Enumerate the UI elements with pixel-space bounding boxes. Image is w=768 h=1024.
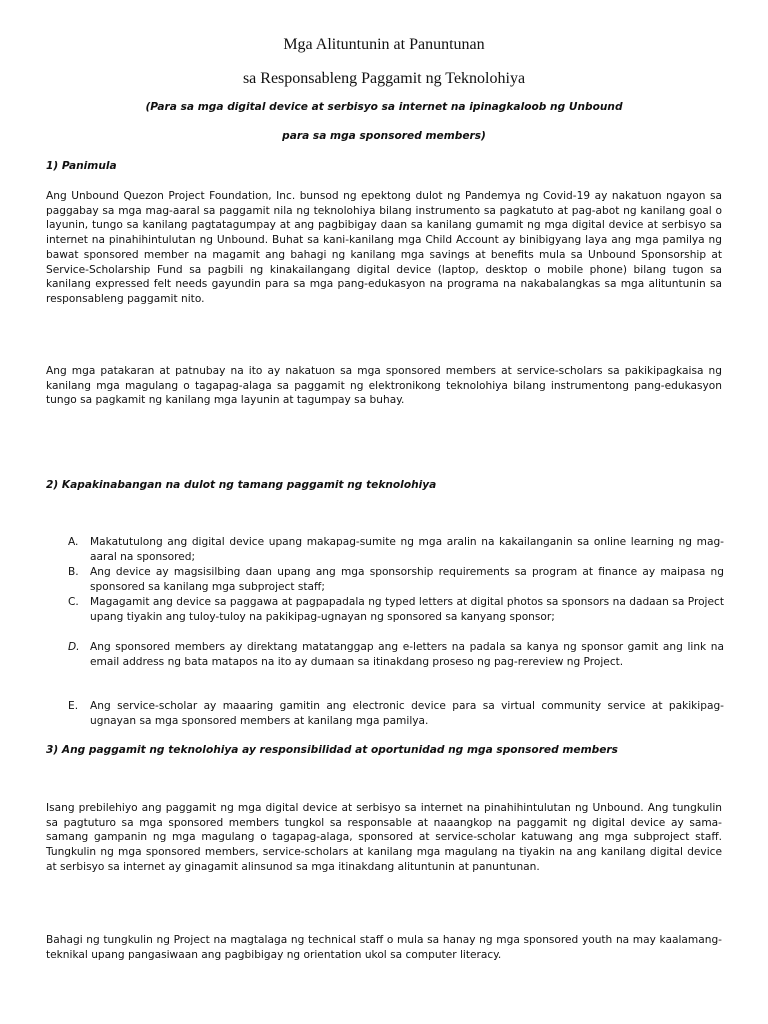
section-heading-responsibilidad: 3) Ang paggamit ng teknolohiya ay responsibilidad at oportunidad ng mga sponsored members [46, 744, 618, 756]
paragraph: Bahagi ng tungkulin ng Project na magtalaga ng technical staff o mula sa hanay ng mga sponsored youth na may kaalamang-teknikal upang pangasiwaan ang pagbibigay ng orientation ukol sa computer literacy. [46, 934, 722, 961]
list-item [68, 699, 724, 728]
paragraph: Ang mga patakaran at patnubay na ito ay nakatuon sa mga sponsored members at service-scholars sa pakikipagkaisa ng kanilang mga magulang o tagapag-alaga sa paggamit ng elektronikong teknolohiya bilang instrumentong pang-edukasyon tungo sa pagkamit ng kanilang mga layunin at tagumpay sa buhay. [46, 365, 722, 407]
list-item [68, 595, 724, 624]
list-item [68, 565, 724, 594]
document-title: Mga Alituntunin at Panuntunan [283, 36, 485, 53]
list-marker: E. [68, 700, 79, 712]
section-heading-kapakinabangan: 2) Kapakinabangan na dulot ng tamang paggamit ng teknolohiya [46, 479, 437, 491]
paragraph: Ang Unbound Quezon Project Foundation, Inc. bunsod ng epektong dulot ng Pandemya ng Covid-19 ay nakatuon ngayon sa paggabay sa mga mag-aaral sa paggamit nila ng teknolohiya bilang instrumento sa pagkatuto at pag-abot ng kanilang goal o layunin, tungo sa kanilang pagtatagumpay at ang pagbibigay daan sa kanilang gumamit ng mga digital device at serbisyo sa internet na pinahihintulutan ng Unbound. Buhat sa kani-kanilang mga Child Account ay binibigyang laya ang mga pamilya ng bawat sponsored member na magamit ang bahagi ng kanilang mga savings at benefits mula sa Unbound Sponsorship at Service-Scholarship Fund sa pagbili ng kinakailangang digital device (laptop, desktop o mobile phone) bilang tugon sa kanilang expressed felt needs gayundin para sa mga pang-edukasyon na programa na nakabalangkas sa mga alituntunin sa responsableng paggamit nito. [46, 190, 722, 305]
document-subtitle: (Para sa mga digital device at serbisyo sa internet na ipinagkaloob ng Unbound [145, 101, 623, 113]
list-item-text: Magagamit ang device sa paggawa at pagpapadala ng typed letters at digital photos sa sponsors na dadaan sa Project upang tiyakin ang tuloy-tuloy na pakikipag-ugnayan ng sponsored sa kanyang sponsor; [90, 596, 724, 623]
list-marker: B. [68, 566, 79, 578]
list-item-text: Ang sponsored members ay direktang matatanggap ang e-letters na padala sa kanya ng sponsor gamit ang link na email address ng bata matapos na ito ay dumaan sa itinakdang proseso ng pag-rereview ng Project. [90, 641, 724, 668]
list-item-text: Makatutulong ang digital device upang makapag-sumite ng mga aralin na kakailanganin sa online learning ng mag-aaral na sponsored; [90, 536, 724, 563]
document-title-line2: sa Responsableng Paggamit ng Teknolohiya [242, 70, 526, 87]
list-marker: C. [68, 596, 79, 608]
document-subtitle-line2: para sa mga sponsored members) [282, 130, 486, 142]
section-heading-panimula: 1) Panimula [46, 160, 117, 172]
list-marker: D. [68, 641, 80, 653]
list-item [68, 640, 724, 669]
paragraph: Isang prebilehiyo ang paggamit ng mga digital device at serbisyo sa internet na pinahihintulutan ng Unbound. Ang tungkulin sa pagtuturo sa mga sponsored members tungkol sa responsable at naaangkop na paggamit ng digital device ay sama-samang gampanin ng mga magulang o tagapag-alaga, sponsored at service-scholar katuwang ang mga subproject staff. Tungkulin ng mga sponsored members, service-scholars at kanilang mga magulang na tiyakin na ang kanilang digital device at serbisyo sa internet ay ginagamit alinsunod sa mga itinakdang alituntunin at panuntunan. [46, 802, 722, 873]
list-marker: A. [68, 536, 79, 548]
list-item-text: Ang service-scholar ay maaaring gamitin ang electronic device para sa virtual community service at pakikipag-ugnayan sa mga sponsored members at kanilang mga pamilya. [90, 700, 724, 727]
list-item-text: Ang device ay magsisilbing daan upang ang mga sponsorship requirements sa program at finance ay maipasa ng sponsored sa kanilang mga subproject staff; [90, 566, 724, 593]
list-item [68, 535, 724, 564]
